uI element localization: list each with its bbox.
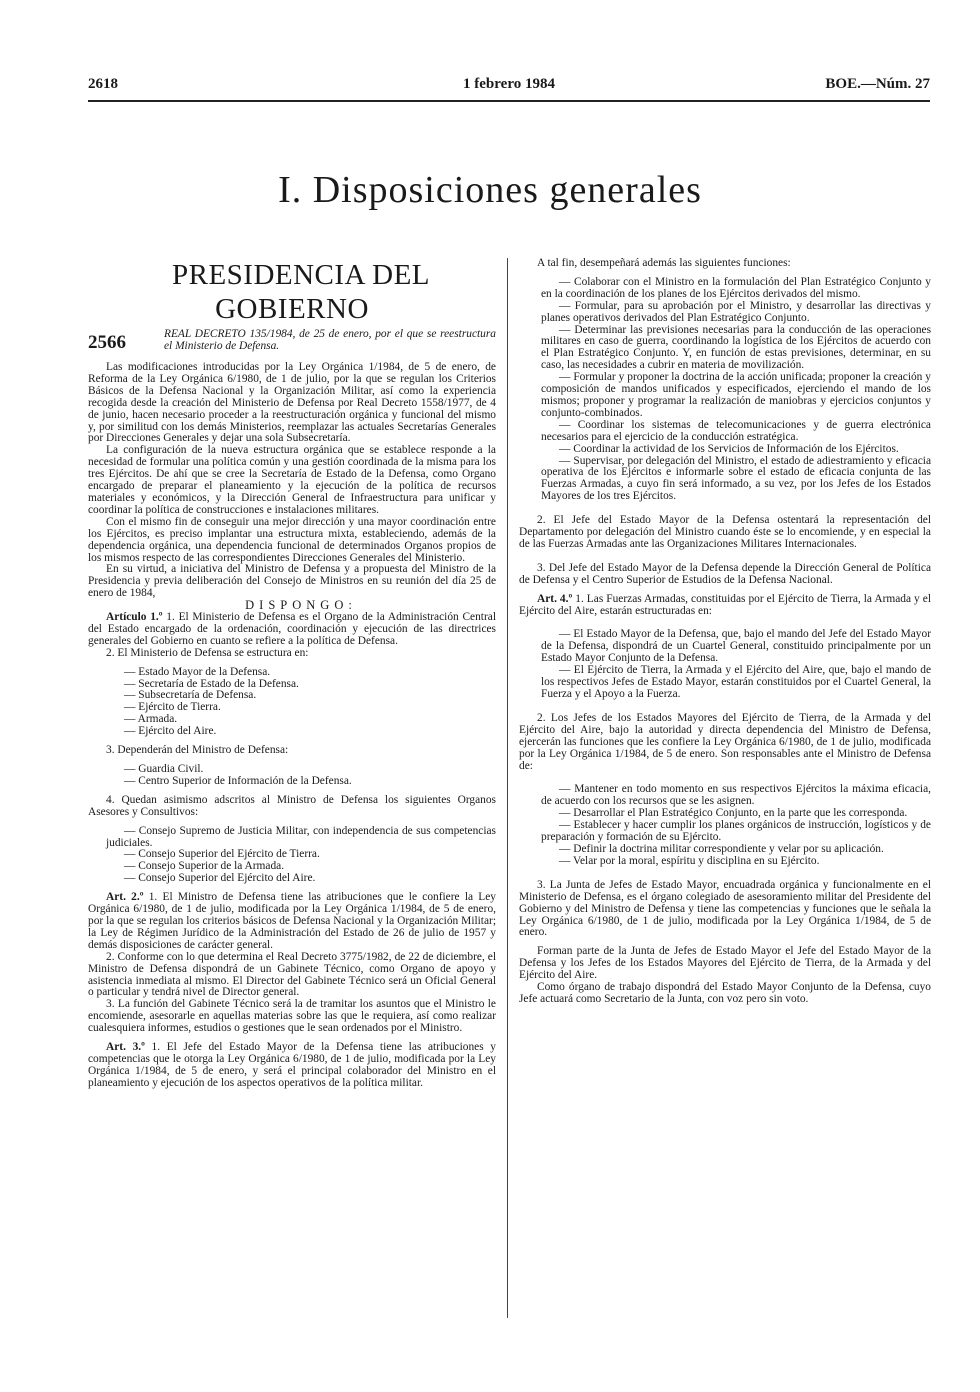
- page-header: [88, 76, 930, 98]
- list-item: — Guardia Civil.: [124, 763, 204, 775]
- column-divider: [507, 258, 508, 1318]
- section-title: I. Disposiciones generales: [278, 169, 702, 211]
- list-item: — Armada.: [124, 713, 178, 726]
- article-4-paragraph-5: Como órgano de trabajo dispondrá del Estado Mayor Conjunto de la Defensa, cuyo Jefe actuará como Secretario de la Junta, con voz pero sin voto.: [519, 981, 931, 1005]
- article-2-paragraph-1: [88, 892, 496, 952]
- list-item: — Mantener en todo momento en sus respectivos Ejércitos la máxima eficacia, de acuerdo con los recursos que se les asignen.: [541, 783, 931, 808]
- organism-heading: PRESIDENCIA DEL GOBIERNO: [171, 259, 431, 325]
- decree-title: REAL DECRETO 135/1984, de 25 de enero, por el que se reestructura el Ministerio de Defensa.: [164, 328, 496, 352]
- list-item: — Velar por la moral, espíritu y disciplina en su Ejército.: [559, 854, 820, 867]
- list-item: — Definir la doctrina militar correspondiente y velar por su aplicación.: [559, 842, 884, 855]
- list-item: — Secretaría de Estado de la Defensa.: [124, 677, 299, 690]
- list-item: — El Estado Mayor de la Defensa, que, bajo el mando del Jefe del Estado Mayor de la Defensa, dispondrá de un Cuartel General, constituido principalmente por un Estado Mayor Conjunto de la Defensa.: [541, 628, 931, 665]
- preamble-paragraph: La configuración de la nueva estructura orgánica que se establece responde a la necesidad de formular una política común y una gestión coordinada de la misma para los tres Ejércitos. De ahí que se cree la Secretaría de Estado de la Defensa, como Organo encargado de preparar el planeamiento y la ejecución de la política de recursos materiales y económicos, y la Dirección General de Infraestructura para unificar y coordinar la política de construcciones e instalaciones militares.: [88, 444, 496, 516]
- list-item: — Ejército del Aire.: [124, 725, 217, 738]
- page-number: 2618: [88, 76, 118, 92]
- decree-heading: [88, 328, 496, 352]
- article-2-label: Art. 2.º: [106, 891, 144, 904]
- article-3-paragraph-1: [88, 1042, 496, 1090]
- article-1-paragraph-3: 3. Dependerán del Ministro de Defensa:: [106, 744, 289, 757]
- article-4-paragraph-4: Forman parte de la Junta de Jefes de Estado Mayor el Jefe del Estado Mayor de la Defensa y los Jefes de los Estados Mayores del Ejército de Tierra, de la Armada y del Ejército del Aire.: [519, 945, 931, 982]
- article-1-label: Artículo 1.º: [106, 611, 163, 624]
- article-4-text: 1. Las Fuerzas Armadas, constituidas por el Ejército de Tierra, la Armada y el Ejército del Aire, estarán estructuradas en:: [519, 592, 931, 617]
- right-column: [519, 258, 931, 1006]
- journal-issue: BOE.—Núm. 27: [825, 76, 930, 92]
- list-item: — Subsecretaría de Defensa.: [124, 689, 257, 702]
- article-2-paragraph-2: 2. Conforme con lo que determina el Real Decreto 3775/1982, de 22 de diciembre, el Ministro de Defensa dispondrá de un Gabinete Técnico, como Organo de apoyo y asistencia inmediata al mismo. El Director del Gabinete Técnico será un Oficial General o particular y tendrá nivel de Director general.: [88, 950, 496, 999]
- list-item: — Coordinar la actividad de los Servicios de Información de los Ejércitos.: [559, 442, 899, 455]
- article-4-label: Art. 4.º: [537, 592, 573, 605]
- left-column: [88, 258, 496, 1090]
- list-item: — Estado Mayor de la Defensa.: [124, 665, 271, 678]
- dispongo-heading: DISPONGO:: [245, 598, 357, 613]
- article-2-text: 1. El Ministro de Defensa tiene las atribuciones que le confiere la Ley Orgánica 6/1980, de 1 de julio, modificada por la Ley Orgánica 1/1984, de 5 de enero, por la que se regulan los criterios básicos de Defensa Nacional y la Organización Militar; la Ley de Régimen Jurídico de la Administración del Estado de 26 de julio de 1957 y demás disposiciones de carácter general.: [88, 891, 496, 951]
- list-item: — Consejo Superior de la Armada.: [124, 860, 285, 873]
- list-item: — Determinar las previsiones necesarias para la conducción de las operaciones militares en caso de guerra, coordinando la logística de los Ejércitos de acuerdo con el Plan Estratégico Conjunto. Y, en función de estas previsiones, determinar, en su caso, las necesidades a cubrir en materia de movilización.: [541, 323, 931, 372]
- list-item: — El Ejército de Tierra, la Armada y el Ejército del Aire, que, bajo el mando de los respectivos Jefes de Estado Mayor, estarán constituidos por el Cuartel General, la Fuerza y el Apoyo a la Fuerza.: [541, 664, 931, 700]
- list-item: — Ejército de Tierra.: [124, 701, 221, 714]
- list-item: — Establecer y hacer cumplir los planes orgánicos de instrucción, logísticos y de preparación y formación de su Ejército.: [541, 819, 931, 844]
- article-1-text: 1. El Ministerio de Defensa es el Organo de la Administración Central del Estado encargado de la ordenación, coordinación y ejecución de las directrices generales del Gobierno en cuanto se refiere a la política de Defensa.: [88, 611, 496, 647]
- preamble-paragraph: En su virtud, a iniciativa del Ministro de Defensa y a propuesta del Ministro de la Presidencia y previa deliberación del Consejo de Ministros en su reunión del día 25 de enero de 1984,: [88, 563, 496, 600]
- list-item: — Consejo Superior del Ejército de Tierra.: [124, 848, 320, 861]
- list-item: — Desarrollar el Plan Estratégico Conjunto, en la parte que les corresponda.: [559, 807, 908, 820]
- article-1-paragraph-4: 4. Quedan asimismo adscritos al Ministro de Defensa los siguientes Organos Asesores y Consultivos:: [88, 793, 496, 818]
- header-rule: [88, 100, 930, 102]
- article-3-label: Art. 3.º: [106, 1041, 145, 1054]
- publication-date: 1 febrero 1984: [463, 76, 555, 92]
- list-item: — Colaborar con el Ministro en la formulación del Plan Estratégico Conjunto y en la coordinación de los planes de los Ejércitos derivados del mismo.: [541, 275, 931, 300]
- article-4-paragraph-3: 3. La Junta de Jefes de Estado Mayor, encuadrada orgánica y funcionalmente en el Ministerio de Defensa, es el órgano colegiado de asesoramiento militar del Presidente del Gobierno y del Ministro de Defensa y tiene las competencias y funciones que le señala la Ley Orgánica 6/1980, de 1 de julio, modificada por la Ley Orgánica 1/1984, de 5 de enero.: [519, 878, 931, 939]
- article-4-paragraph-1: [519, 594, 931, 618]
- functions-intro: A tal fin, desempeñará además las siguientes funciones:: [537, 257, 791, 269]
- list-item: — Consejo Supremo de Justicia Militar, con independencia de sus competencias judiciales.: [106, 824, 496, 849]
- article-1-paragraph-1: [88, 612, 496, 648]
- article-3-paragraph-3: 3. Del Jefe del Estado Mayor de la Defensa depende la Dirección General de Política de Defensa y el Centro Superior de Estudios de la Defensa Nacional.: [519, 561, 931, 586]
- article-3-text: 1. El Jefe del Estado Mayor de la Defensa tiene las atribuciones y competencias que le otorga la Ley Orgánica 6/1980, de 1 de julio, modificada por la Ley Orgánica 1/1984, de 5 de enero, y será el principal colaborador del Ministro en el planeamiento y ejecución de los aspectos operativos de la política militar.: [88, 1041, 496, 1089]
- list-item: — Centro Superior de Información de la Defensa.: [124, 774, 352, 787]
- list-item: — Consejo Superior del Ejército del Aire.: [124, 872, 316, 885]
- list-item: — Coordinar los sistemas de telecomunicaciones y de guerra electrónica necesarios para el ejercicio de la conducción estratégica.: [541, 418, 931, 443]
- article-1-paragraph-2: 2. El Ministerio de Defensa se estructura en:: [106, 646, 309, 659]
- list-item: — Formular, para su aprobación por el Ministro, y desarrollar las directivas y planes operativos derivados del Plan Estratégico Conjunto.: [541, 299, 931, 324]
- preamble-paragraph: Con el mismo fin de conseguir una mejor dirección y una mayor coordinación entre los Ejércitos, es preciso implantar una estructura mixta, estableciendo, además de la dependencia orgánica, una dependencia funcional de determinados Organos propios de los mismos respecto de las correspondientes Direcciones Generales del Ministerio.: [88, 515, 496, 564]
- preamble-paragraph: Las modificaciones introducidas por la Ley Orgánica 1/1984, de 5 de enero, de Reforma de la Ley Orgánica 6/1980, de 1 de julio, por la que se regulan los Criterios Básicos de la Defensa Nacional y la Organización Militar, así como la experiencia recogida desde la creación del Ministerio de Defensa por Real Decreto 1558/1977, de 4 de junio, hacen necesario proceder a la reestructuración orgánica y funcional del mismo y, por similitud con los demás Ministerios, reemplazar las actuales Secretarías Generales por Direcciones Generales y dejar una sola Subsecretaría.: [88, 361, 496, 445]
- article-2-paragraph-3: 3. La función del Gabinete Técnico será la de tramitar los asuntos que el Ministro le encomiende, asesorarle en aquellas materias sobre las que le requiera, así como realizar cualesquiera informes, estudios o gestiones que le sean ordenados por el Ministro.: [88, 998, 496, 1035]
- article-4-paragraph-2: 2. Los Jefes de los Estados Mayores del Ejército de Tierra, de la Armada y del Ejército del Aire, bajo la autoridad y directa dependencia del Ministro de Defensa, ejercerán las funciones que les confiere la Ley Orgánica 6/1980, de 1 de julio, modificada por la Ley Orgánica 1/1984, de 5 de enero. Son responsables ante el Ministro de Defensa de:: [519, 711, 931, 772]
- decree-number: 2566: [88, 332, 126, 353]
- list-item: — Formular y proponer la doctrina de la acción unificada; proponer la creación y composición de mandos unificados y especificados, ejerciendo el mando de los mismos; proponer y programar la realización de maniobras y ejercicios conjuntos y conjunto-combinados.: [541, 371, 931, 419]
- article-3-paragraph-2: 2. El Jefe del Estado Mayor de la Defensa ostentará la representación del Departamento por delegación del Ministro cuando éste se lo encomiende, y en especial la de las Fuerzas Armadas ante las Organizaciones Militares Internacionales.: [519, 514, 931, 550]
- list-item: — Supervisar, por delegación del Ministro, el estado de adiestramiento y eficacia operativa de los Ejércitos e informarle sobre el estado de eficacia conjunta de las Fuerzas Armadas, a cuyo fin será informado, a su vez, por los Jefes de los Estados Mayores de los tres Ejércitos.: [541, 454, 931, 503]
